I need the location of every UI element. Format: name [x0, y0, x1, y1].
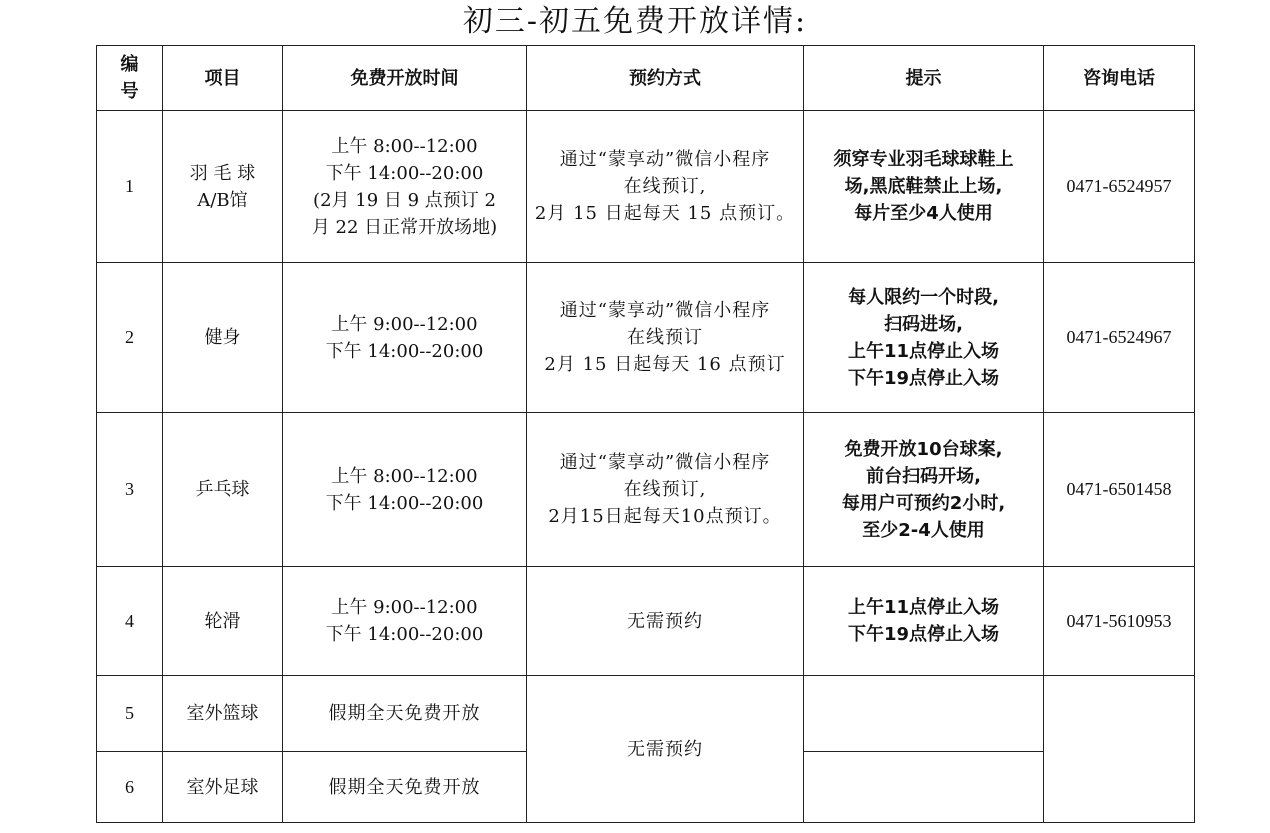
row-number: 2 [97, 263, 163, 413]
item-cell: 轮滑 [163, 567, 283, 676]
tip-cell: 须穿专业羽毛球球鞋上 场,黑底鞋禁止上场, 每片至少4人使用 [804, 111, 1044, 263]
tip-cell: 上午11点停止入场 下午19点停止入场 [804, 567, 1044, 676]
time-cell: 上午 9:00--12:00 下午 14:00--20:00 [283, 263, 527, 413]
table-row [97, 676, 1195, 752]
booking-cell: 通过“蒙享动”微信小程序 在线预订 2月 15 日起每天 16 点预订 [527, 263, 804, 413]
phone-cell: 0471-6524957 [1044, 111, 1195, 263]
phone-cell-empty [1044, 676, 1195, 823]
row-number: 5 [97, 676, 163, 752]
header-item: 项目 [163, 46, 283, 111]
row-number: 1 [97, 111, 163, 263]
header-phone: 咨询电话 [1044, 46, 1195, 111]
item-cell: 健身 [163, 263, 283, 413]
row-number: 3 [97, 413, 163, 567]
item-cell: 乒乓球 [163, 413, 283, 567]
phone-cell: 0471-6524967 [1044, 263, 1195, 413]
time-cell: 上午 9:00--12:00 下午 14:00--20:00 [283, 567, 527, 676]
header-tip: 提示 [804, 46, 1044, 111]
phone-cell: 0471-6501458 [1044, 413, 1195, 567]
row-number: 6 [97, 752, 163, 823]
item-cell: 室外足球 [163, 752, 283, 823]
schedule-table [96, 45, 1195, 823]
time-cell: 上午 8:00--12:00 下午 14:00--20:00 (2月 19 日 9 点预订 2 月 22 日正常开放场地) [283, 111, 527, 263]
tip-cell-empty [804, 676, 1044, 752]
table-row [97, 413, 1195, 567]
tip-cell: 每人限约一个时段, 扫码进场, 上午11点停止入场 下午19点停止入场 [804, 263, 1044, 413]
item-cell: 羽 毛 球 A/B馆 [163, 111, 283, 263]
header-time: 免费开放时间 [283, 46, 527, 111]
item-cell: 室外篮球 [163, 676, 283, 752]
header-num: 编 号 [97, 46, 163, 111]
table-row [97, 111, 1195, 263]
header-booking: 预约方式 [527, 46, 804, 111]
time-cell: 假期全天免费开放 [283, 752, 527, 823]
tip-cell: 免费开放10台球案, 前台扫码开场, 每用户可预约2小时, 至少2-4人使用 [804, 413, 1044, 567]
table-row [97, 263, 1195, 413]
booking-cell-merged: 无需预约 [527, 676, 804, 823]
phone-cell: 0471-5610953 [1044, 567, 1195, 676]
booking-cell: 通过“蒙享动”微信小程序 在线预订, 2月 15 日起每天 15 点预订。 [527, 111, 804, 263]
booking-cell: 无需预约 [527, 567, 804, 676]
tip-cell-empty [804, 752, 1044, 823]
time-cell: 上午 8:00--12:00 下午 14:00--20:00 [283, 413, 527, 567]
table-row [97, 567, 1195, 676]
booking-cell: 通过“蒙享动”微信小程序 在线预订, 2月15日起每天10点预订。 [527, 413, 804, 567]
header-row [97, 46, 1195, 111]
page-title: 初三-初五免费开放详情: [462, 4, 808, 39]
time-cell: 假期全天免费开放 [283, 676, 527, 752]
row-number: 4 [97, 567, 163, 676]
